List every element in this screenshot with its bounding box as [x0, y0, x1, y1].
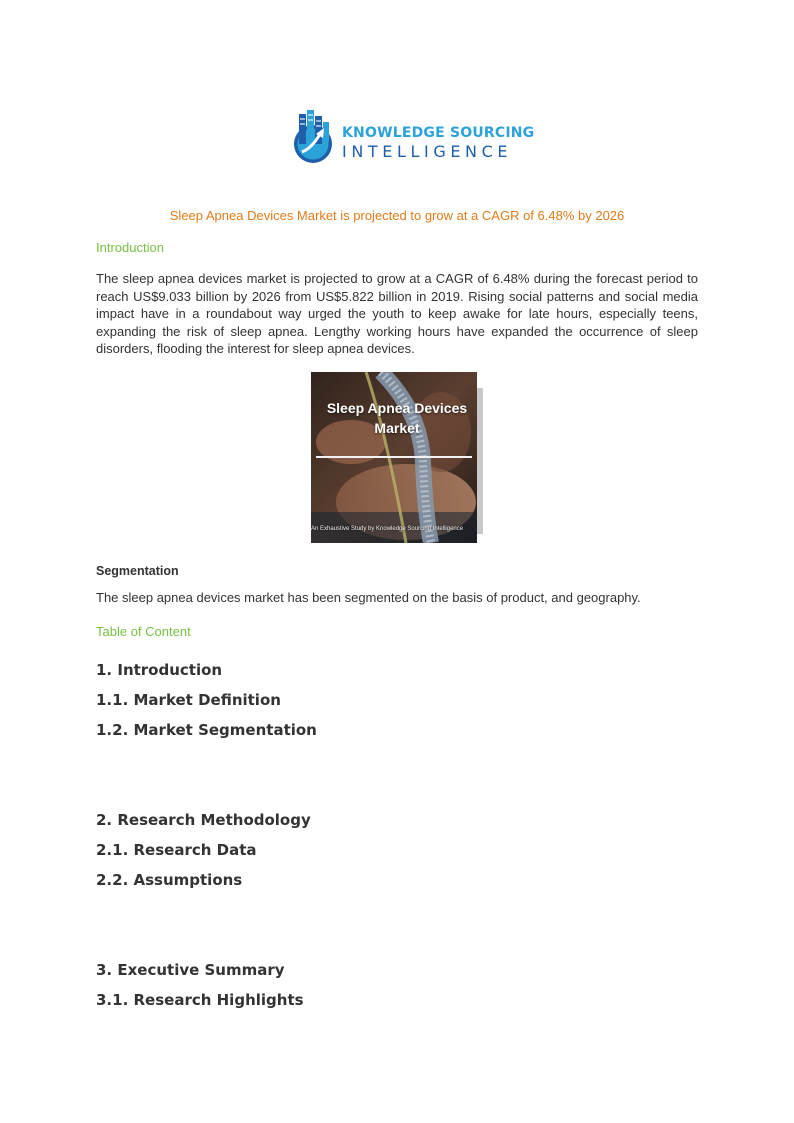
cover-title-line1: Sleep Apnea Devices [326, 400, 468, 416]
toc-item: 1.2. Market Segmentation [96, 721, 317, 739]
cover-image-shadow [477, 388, 483, 534]
introduction-heading: Introduction [96, 240, 164, 255]
logo-text-intelligence: INTELLIGENCE [342, 142, 513, 161]
logo-text-knowledge-sourcing: KNOWLEDGE SOURCING [342, 125, 535, 141]
segmentation-heading: Segmentation [96, 564, 179, 578]
logo-mark-icon [290, 104, 340, 166]
toc-item: 1. Introduction [96, 661, 223, 679]
toc-item: 3. Executive Summary [96, 961, 285, 979]
toc-item: 1.1. Market Definition [96, 691, 281, 709]
cover-title [311, 398, 477, 438]
introduction-paragraph: The sleep apnea devices market is projected to grow at a CAGR of 6.48% during the forecast period to reach US$9.033 billion by 2026 from US$5.822 billion in 2019. Rising social patterns and social media impact have in a roundabout way urged the youth to keep awake for late hours, especially teens, expanding the risk of sleep apnea. Lengthy working hours have expanded the occurrence of sleep disorders, flooding the interest for sleep apnea devices. [96, 271, 698, 357]
cover-caption: An Exhaustive Study by Knowledge Sourcing Intelligence [311, 526, 464, 532]
toc-heading: Table of Content [96, 624, 191, 639]
segmentation-paragraph: The sleep apnea devices market has been segmented on the basis of product, and geography. [96, 590, 641, 605]
company-logo [290, 104, 535, 166]
toc-item: 2.2. Assumptions [96, 871, 243, 889]
report-title: Sleep Apnea Devices Market is projected to grow at a CAGR of 6.48% by 2026 [169, 208, 625, 223]
cover-divider [316, 456, 472, 458]
report-cover-image [311, 372, 477, 543]
cover-title-line2: Market [374, 420, 420, 436]
toc-item: 3.1. Research Highlights [96, 991, 304, 1009]
toc-item: 2. Research Methodology [96, 811, 311, 829]
toc-item: 2.1. Research Data [96, 841, 257, 859]
